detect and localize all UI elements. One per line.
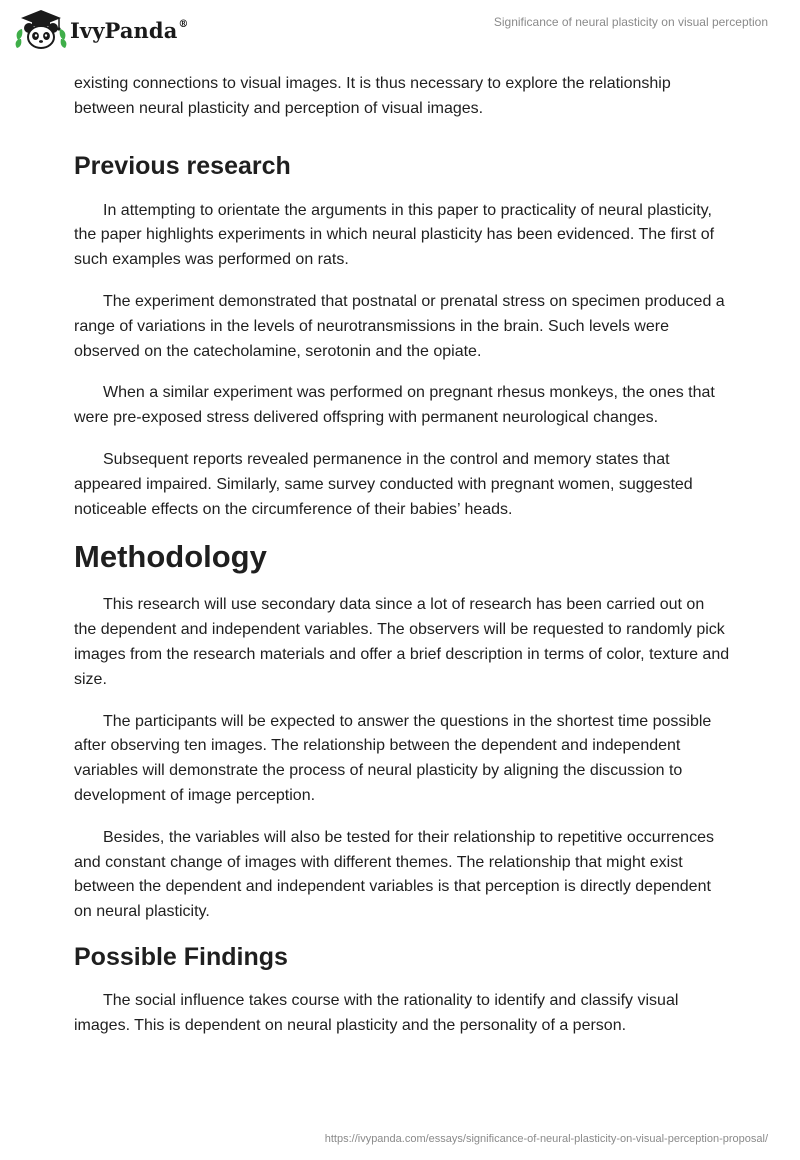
paragraph: Besides, the variables will also be tested for their relationship to repetitive occurrences and constant change of images with different themes. The relationship that might exist between the dependent and independent variables is that perception is directly dependent on neural plasticity. — [74, 828, 714, 921]
ivypanda-logo[interactable] — [14, 8, 189, 52]
source-url[interactable]: https://ivypanda.com/essays/significance-of-neural-plasticity-on-visual-perception-proposal/ — [324, 1133, 768, 1145]
paragraph: The social influence takes course with the rationality to identify and classify visual images. This is dependent on neural plasticity and the personality of a person. — [74, 991, 679, 1034]
heading-possible-findings: Possible Findings — [74, 942, 288, 971]
heading-methodology: Methodology — [74, 539, 267, 575]
essay-content — [74, 72, 730, 1056]
paragraph: The participants will be expected to answer the questions in the shortest time possible after observing ten images. The relationship between the dependent and independent variables will demonstrate the process of neural plasticity by aligning the discussion to development of image perception. — [74, 712, 712, 804]
paragraph: This research will use secondary data since a lot of research has been carried out on the dependent and independent variables. The observers will be requested to randomly pick images from the research materials and offer a brief description in terms of color, texture and size. — [74, 596, 730, 688]
document-title: Significance of neural plasticity on visual perception — [493, 15, 768, 29]
trademark-symbol: ® — [178, 18, 189, 30]
paragraph: Subsequent reports revealed permanence in the control and memory states that appeared impaired. Similarly, same survey conducted with pregnant women, suggested noticeable effects on the circumference of their babies’ heads. — [74, 450, 693, 518]
page-header — [0, 0, 800, 60]
brand-text: IvyPanda — [70, 17, 178, 43]
brand-name — [70, 18, 189, 43]
paragraph: In attempting to orientate the arguments in this paper to practicality of neural plasticity, the paper highlights experiments in which neural plasticity has been evidenced. The first of such examples was performed on rats. — [74, 201, 715, 269]
intro-paragraph: existing connections to visual images. It is thus necessary to explore the relationship between neural plasticity and perception of visual images. — [74, 75, 671, 117]
heading-previous-research: Previous research — [74, 151, 291, 180]
panda-graduate-icon — [14, 8, 68, 52]
paragraph: When a similar experiment was performed on pregnant rhesus monkeys, the ones that were pre-exposed stress delivered offspring with permanent neurological changes. — [74, 384, 715, 427]
paragraph: The experiment demonstrated that postnatal or prenatal stress on specimen produced a range of variations in the levels of neurotransmissions in the brain. Such levels were observed on the catecholamine, serotonin and the opiate. — [74, 292, 725, 360]
